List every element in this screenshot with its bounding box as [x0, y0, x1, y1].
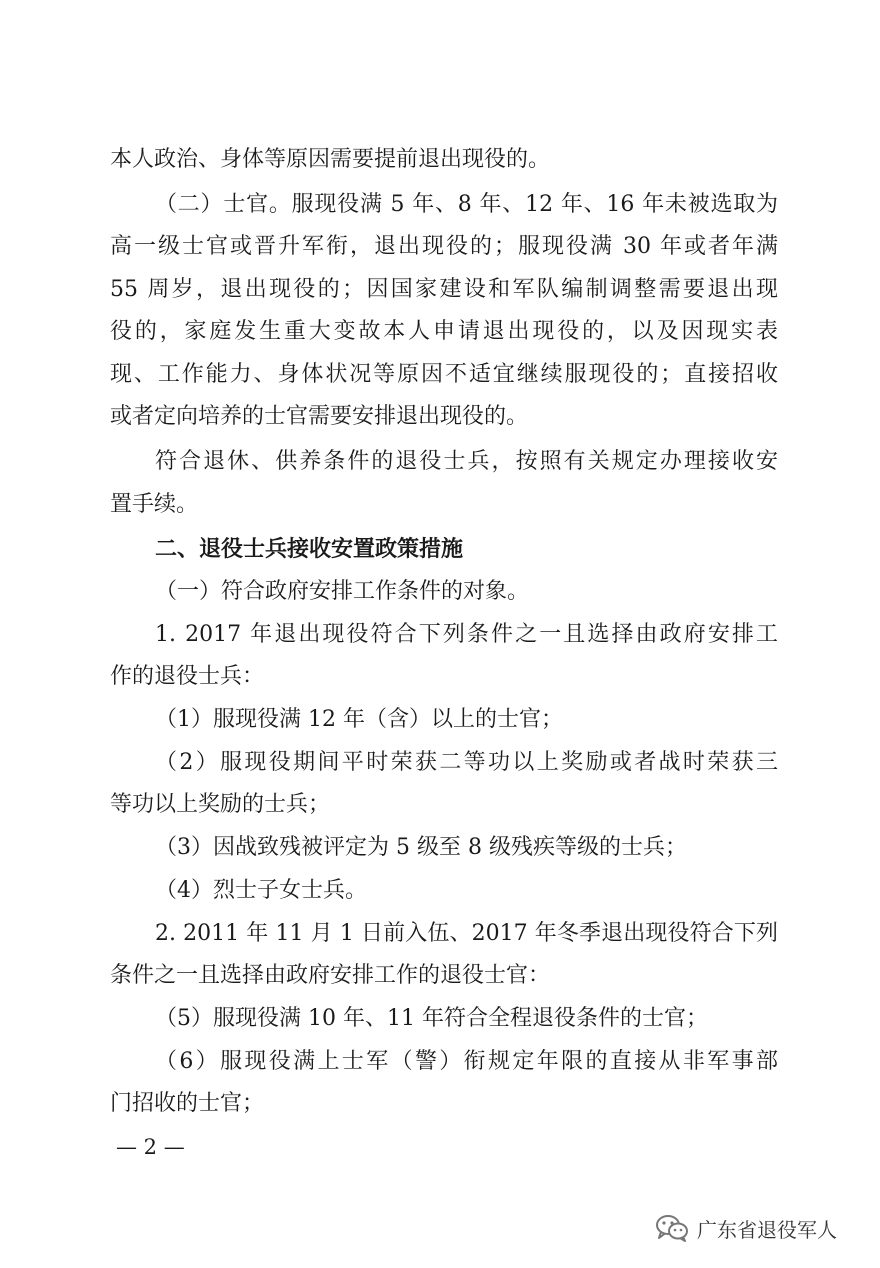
list-item: （4）烈士子女士兵。: [155, 878, 367, 903]
page-number: — 2 —: [116, 1135, 185, 1159]
watermark-text: 广东省退役军人: [697, 1217, 837, 1242]
list-item: （3）因战致残被评定为 5 级至 8 级残疾等级的士兵；: [155, 835, 687, 860]
section-heading: 二、退役士兵接收安置政策措施: [155, 536, 464, 562]
text-line: 条件之一且选择由政府安排工作的退役士官：: [110, 963, 551, 988]
text-line: 役的，家庭发生重大变故本人申请退出现役的，以及因现实表: [110, 319, 778, 344]
text-line: 作的退役士兵：: [110, 664, 265, 689]
text-line: 门招收的士官；: [110, 1091, 265, 1116]
list-item: 2. 2011 年 11 月 1 日前入伍、2017 年冬季退出现役符合下列: [155, 921, 778, 946]
text-line: 置手续。: [110, 492, 199, 517]
text-line: 55 周岁，退出现役的；因国家建设和军队编制调整需要退出现: [110, 277, 778, 302]
text-line: 高一级士官或晋升军衔，退出现役的；服现役满 30 年或者年满: [110, 234, 778, 259]
paragraph-soldier-officer: （二）士官。服现役满 5 年、8 年、12 年、16 年未被选取为: [155, 192, 778, 217]
text-line: 等功以上奖励的士兵；: [110, 792, 331, 817]
watermark: [655, 1212, 865, 1244]
list-item: 1. 2017 年退出现役符合下列条件之一且选择由政府安排工: [155, 622, 778, 647]
paragraph-retirement: 符合退休、供养条件的退役士兵，按照有关规定办理接收安: [155, 449, 778, 474]
wechat-icon: [655, 1214, 689, 1242]
text-line: 现、工作能力、身体状况等原因不适宜继续服现役的；直接招收: [110, 362, 778, 387]
list-item: （1）服现役满 12 年（含）以上的士官；: [155, 707, 563, 732]
list-item: （2）服现役期间平时荣获二等功以上奖励或者战时荣获三: [155, 750, 778, 775]
list-item: （5）服现役满 10 年、11 年符合全程退役条件的士官；: [155, 1006, 708, 1031]
text-line: 本人政治、身体等原因需要提前退出现役的。: [110, 147, 551, 172]
text-line: 或者定向培养的士官需要安排退出现役的。: [110, 404, 529, 429]
list-item: （6）服现役满上士军（警）衔规定年限的直接从非军事部: [155, 1049, 778, 1074]
subsection-heading: （一）符合政府安排工作条件的对象。: [155, 579, 530, 604]
